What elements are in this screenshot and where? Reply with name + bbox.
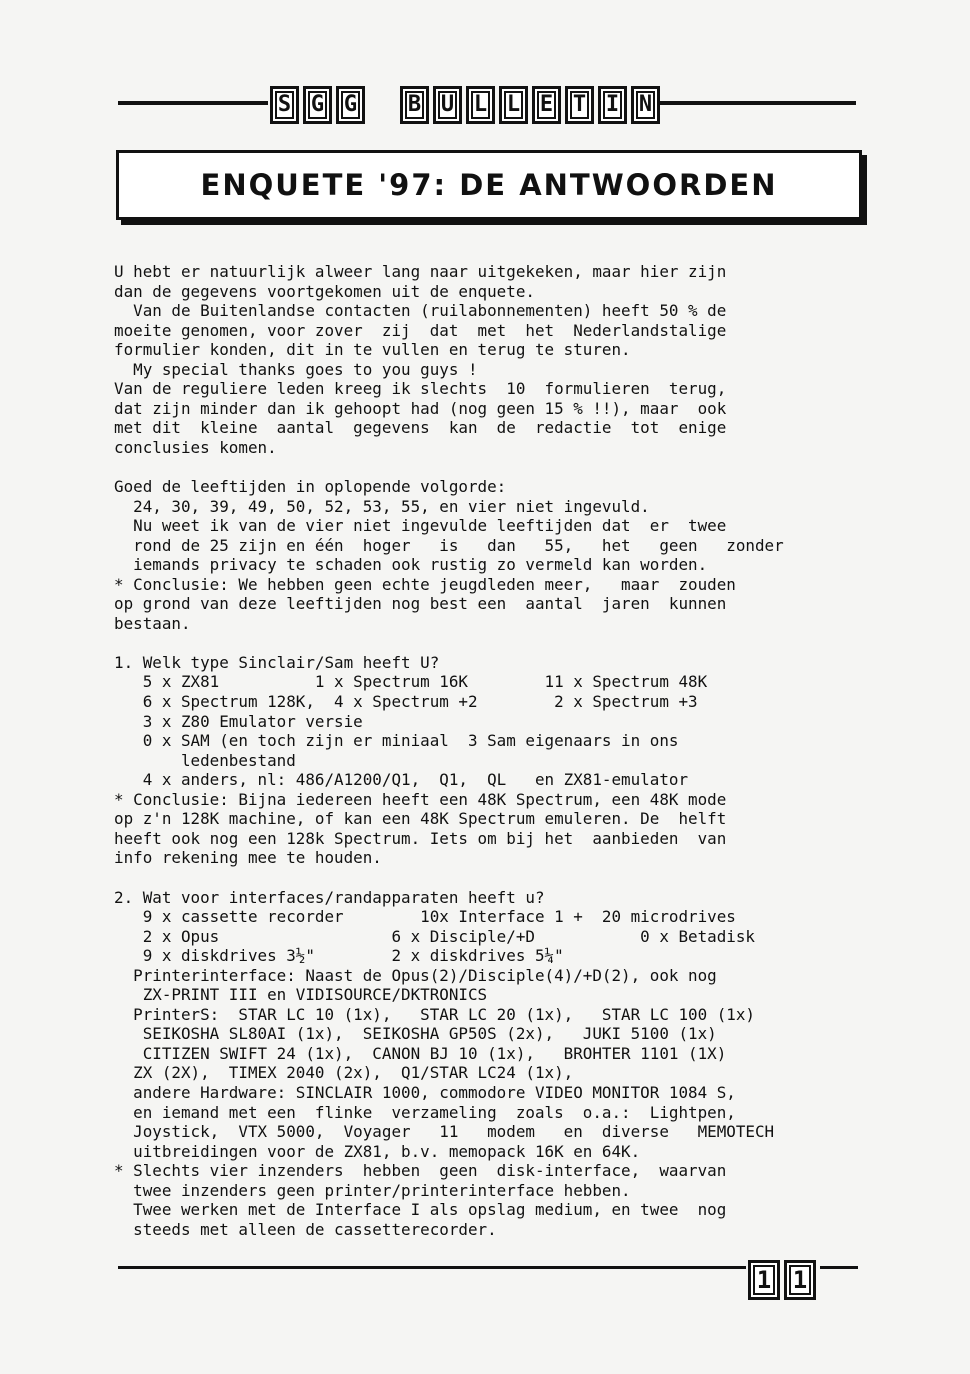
header-logo-bulletin (400, 86, 660, 124)
text-line: formulier konden, dit in te vullen en terug te sturen. (114, 340, 631, 360)
text-line: steeds met alleen de cassetterecorder. (114, 1219, 497, 1239)
text-line: 2. Wat voor interfaces/randapparaten heeft u? (114, 887, 545, 907)
text-line: andere Hardware: SINCLAIR 1000, commodore VIDEO MONITOR 1084 S, (114, 1082, 736, 1102)
header-letter: G (336, 86, 365, 124)
text-line: ZX (2X), TIMEX 2040 (2x), Q1/STAR LC24 (1x), (114, 1063, 574, 1083)
text-line: 1. Welk type Sinclair/Sam heeft U? (114, 652, 440, 672)
header-letter: I (598, 86, 627, 124)
header-rule-right (660, 101, 856, 105)
header-logo-sgg (270, 86, 365, 124)
text-line: op z'n 128K machine, of kan een 48K Spectrum emuleren. De helft (114, 809, 727, 829)
header-letter: N (631, 86, 660, 124)
text-line: 0 x SAM (en toch zijn er miniaal 3 Sam eigenaars in ons (114, 731, 679, 751)
text-line: My special thanks goes to you guys ! (114, 359, 478, 379)
page-number (748, 1260, 816, 1300)
text-line: op grond van deze leeftijden nog best een aantal jaren kunnen (114, 594, 727, 614)
text-line: info rekening mee te houden. (114, 848, 382, 868)
footer-rule-left (118, 1266, 746, 1269)
text-line (114, 457, 874, 477)
text-line: U hebt er natuurlijk alweer lang naar uitgekeken, maar hier zijn (114, 262, 727, 281)
text-line: Printerinterface: Naast de Opus(2)/Disciple(4)/+D(2), ook nog (114, 965, 717, 985)
text-line: iemands privacy te schaden ook rustig zo vermeld kan worden. (114, 555, 708, 575)
text-line: bestaan. (114, 613, 191, 633)
text-line (114, 633, 874, 653)
text-line: 2 x Opus 6 x Disciple/+D 0 x Betadisk (114, 926, 755, 946)
text-line: Goed de leeftijden in oplopende volgorde: (114, 477, 507, 497)
header-letter: G (303, 86, 332, 124)
text-line: PrinterS: STAR LC 10 (1x), STAR LC 20 (1x), STAR LC 100 (1x) (114, 1004, 755, 1024)
text-line: en iemand met een flinke verzameling zoals o.a.: Lightpen, (114, 1102, 736, 1122)
text-line (114, 868, 874, 888)
text-line: * Slechts vier inzenders hebben geen disk-interface, waarvan (114, 1161, 727, 1181)
text-line: heeft ook nog een 128k Spectrum. Iets om bij het aanbieden van (114, 828, 727, 848)
text-line: Twee werken met de Interface I als opslag medium, en twee nog (114, 1200, 727, 1220)
article-title: ENQUETE '97: DE ANTWOORDEN (200, 168, 778, 202)
text-line: twee inzenders geen printer/printerinterface hebben. (114, 1180, 631, 1200)
text-line: moeite genomen, voor zover zij dat met het Nederlandstalige (114, 320, 727, 340)
header-letter: E (532, 86, 561, 124)
text-line: Joystick, VTX 5000, Voyager 11 modem en diverse MEMOTECH (114, 1122, 775, 1142)
text-line: Van de reguliere leden kreeg ik slechts 10 formulieren terug, (114, 379, 727, 399)
text-line: rond de 25 zijn en één hoger is dan 55, het geen zonder (114, 535, 784, 555)
header-letter: U (433, 86, 462, 124)
text-line: 24, 30, 39, 49, 50, 52, 53, 55, en vier niet ingevuld. (114, 496, 650, 516)
text-line: dat zijn minder dan ik gehoopt had (nog geen 15 % !!), maar ook (114, 398, 727, 418)
text-line: conclusies komen. (114, 437, 277, 457)
footer-rule-right (820, 1266, 858, 1269)
text-line: Nu weet ik van de vier niet ingevulde leeftijden dat er twee (114, 516, 727, 536)
text-line: uitbreidingen voor de ZX81, b.v. memopack 16K en 64K. (114, 1141, 641, 1161)
text-line: ledenbestand (114, 750, 296, 770)
text-line: 4 x anders, nl: 486/A1200/Q1, Q1, QL en ZX81-emulator (114, 770, 689, 790)
article-title-box (116, 150, 862, 220)
page-number-digit: 1 (748, 1260, 780, 1300)
text-line: * Conclusie: We hebben geen echte jeugdleden meer, maar zouden (114, 574, 736, 594)
text-line: 3 x Z80 Emulator versie (114, 711, 363, 731)
article-body (114, 262, 874, 1239)
header-rule-left (118, 101, 268, 105)
text-line: 9 x diskdrives 3½" 2 x diskdrives 5¼" (114, 946, 564, 966)
text-line: * Conclusie: Bijna iedereen heeft een 48K Spectrum, een 48K mode (114, 789, 727, 809)
page-number-digit: 1 (784, 1260, 816, 1300)
text-line: SEIKOSHA SL80AI (1x), SEIKOSHA GP50S (2x), JUKI 5100 (1x) (114, 1024, 717, 1044)
text-line: ZX-PRINT III en VIDISOURCE/DKTRONICS (114, 985, 488, 1005)
text-line: met dit kleine aantal gegevens kan de redactie tot enige (114, 418, 727, 438)
header-letter: T (565, 86, 594, 124)
header-letter: B (400, 86, 429, 124)
header-letter: S (270, 86, 299, 124)
header-letter: L (466, 86, 495, 124)
text-line: Van de Buitenlandse contacten (ruilabonnementen) heeft 50 % de (114, 301, 727, 321)
text-line: 5 x ZX81 1 x Spectrum 16K 11 x Spectrum 48K (114, 672, 708, 692)
text-line: 6 x Spectrum 128K, 4 x Spectrum +2 2 x Spectrum +3 (114, 692, 698, 712)
text-line: 9 x cassette recorder 10x Interface 1 + 20 microdrives (114, 907, 736, 927)
header-letter: L (499, 86, 528, 124)
text-line: dan de gegevens voortgekomen uit de enquete. (114, 281, 535, 301)
text-line: CITIZEN SWIFT 24 (1x), CANON BJ 10 (1x), BROHTER 1101 (1X) (114, 1043, 727, 1063)
